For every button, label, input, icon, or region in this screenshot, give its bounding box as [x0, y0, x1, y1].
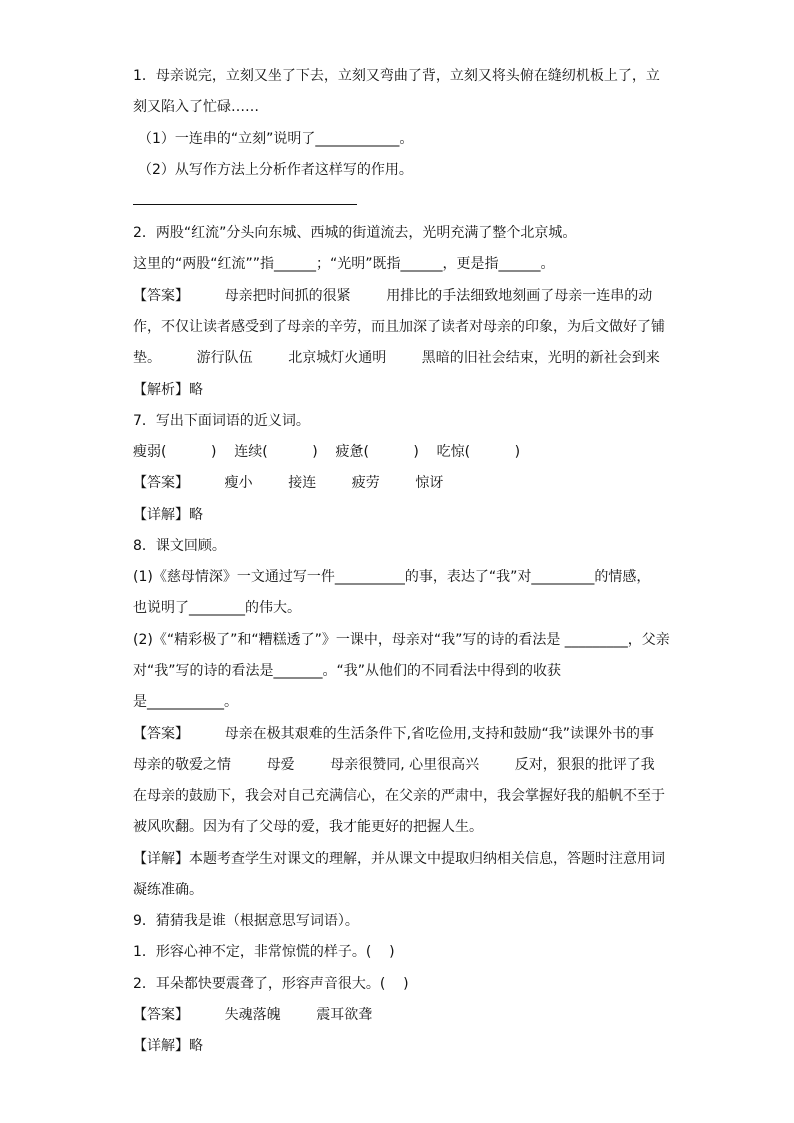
- answer-block-line: 【答案】 母亲在极其艰难的生活条件下,省吃俭用,支持和鼓励“我”读课外书的事: [133, 726, 655, 742]
- question-9-sub-1: 1．形容心神不定，非常惊慌的样子。( ): [133, 944, 395, 960]
- question-8-sub-2-cont: 是___________。: [133, 694, 238, 710]
- question-1-sub-2: （2）从写作方法上分析作者这样写的作用。: [138, 162, 413, 178]
- answer-block-line: 在母亲的鼓励下，我会对自己充满信心，在父亲的严肃中，我会掌握好我的船帆不至于: [133, 788, 665, 804]
- answer-block-line: 【答案】 母亲把时间抓的很紧 用排比的手法细致地刻画了母亲一连串的动: [133, 288, 653, 304]
- answer-block-line: 【答案】 瘦小 接连 疲劳 惊讶: [133, 475, 444, 491]
- analysis-line: 【解析】略: [133, 382, 203, 398]
- explanation-line: 【详解】略: [133, 507, 203, 523]
- answer-block-line: 【答案】 失魂落魄 震耳欲聋: [133, 1007, 373, 1023]
- question-2-prompt: 这里的“两股“红流””指______；“光明”既指______，更是指______。: [133, 256, 555, 272]
- question-8-sub-1: (1)《慈母情深》一文通过写一件__________的事，表达了“我”对_________的情感，: [133, 569, 651, 585]
- explanation-line: 【详解】略: [133, 1038, 203, 1054]
- answer-block-line: 被风吹翻。因为有了父母的爱，我才能更好的把握人生。: [133, 819, 483, 835]
- question-9-text: 9．猜猜我是谁（根据意思写词语）。: [133, 913, 359, 929]
- explanation-line: 【详解】本题考查学生对课文的理解，并从课文中提取归纳相关信息，答题时注意用词: [133, 851, 665, 867]
- question-1-text-cont: 刻又陷入了忙碌……: [133, 99, 259, 115]
- question-7-text: 7．写出下面词语的近义词。: [133, 413, 310, 429]
- answer-block-line: 垫。 游行队伍 北京城灯火通明 黑暗的旧社会结束，光明的新社会到来: [133, 350, 660, 366]
- answer-block-line: 作，不仅让读者感受到了母亲的辛劳，而且加深了读者对母亲的印象，为后文做好了铺: [133, 319, 665, 335]
- question-1-text: 1．母亲说完，立刻又坐了下去，立刻又弯曲了背，立刻又将头俯在缝纫机板上了，立: [133, 68, 660, 84]
- question-9-sub-2: 2．耳朵都快要震聋了，形容声音很大。( ): [133, 976, 409, 992]
- question-8-sub-2-cont: 对“我”写的诗的看法是_______。“我”从他们的不同看法中得到的收获: [133, 663, 562, 679]
- question-8-sub-1-cont: 也说明了________的伟大。: [133, 600, 301, 616]
- answer-block-line: 母亲的敬爱之情 母爱 母亲很赞同, 心里很高兴 反对，狠狠的批评了我: [133, 757, 655, 773]
- question-7-items: 瘦弱( ) 连续( ) 疲惫( ) 吃惊( ): [133, 444, 521, 460]
- question-1-sub-1: （1）一连串的“立刻”说明了____________。: [138, 131, 414, 147]
- question-8-text: 8．课文回顾。: [133, 538, 226, 554]
- answer-blank-line: [133, 204, 357, 205]
- explanation-line: 凝练准确。: [133, 882, 203, 898]
- question-8-sub-2: (2)《“精彩极了”和“糟糕透了”》一课中，母亲对“我”写的诗的看法是 _________，父亲: [133, 632, 670, 648]
- question-2-text: 2．两股“红流”分头向东城、西城的街道流去，光明充满了整个北京城。: [133, 225, 577, 241]
